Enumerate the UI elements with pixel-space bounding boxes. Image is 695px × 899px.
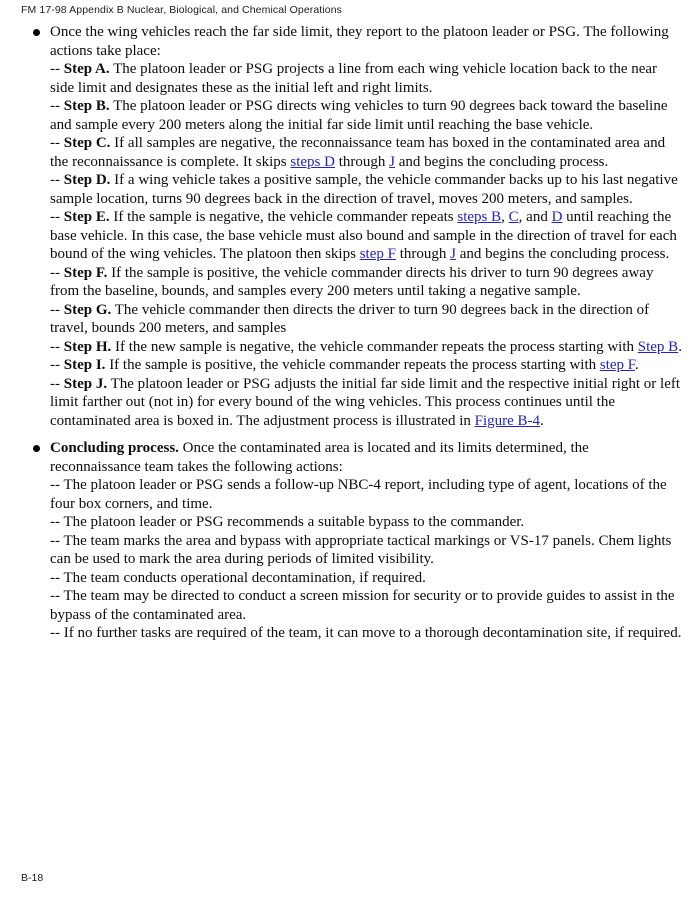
link-step-b-second[interactable]: Step B [637,338,679,355]
bold-label: Step F. [63,264,108,281]
paragraph [50,338,683,357]
link-d[interactable]: D [551,209,563,225]
text-run: The platoon leader or PSG directs wing vehicles to turn 90 degrees back toward the baseline and sample every 200 meters along the initial far side limit until reaching the base vehicle. [50,98,668,133]
paragraph [50,439,683,476]
text-run: through [334,153,390,170]
bold-label: Step H. [63,338,112,355]
paragraph [50,569,683,588]
paragraph [50,587,683,624]
text-run: and begins the concluding process. [394,153,609,170]
bullet-marker-icon [33,439,50,452]
text-run: -- [50,172,64,188]
bold-label: Step G. [63,301,112,318]
bold-label: Step E. [63,209,110,225]
paragraph [50,624,683,643]
bullet-text [50,23,683,430]
text-run: through [395,246,451,262]
page-number: B-18 [21,872,44,884]
link-steps-b[interactable]: steps B [457,209,502,225]
text-run: -- [50,209,64,225]
bold-label: Concluding process. [50,440,179,456]
paragraph [50,264,683,301]
text-run: If the sample is positive, the vehicle commander repeats the process starting with [105,357,600,373]
text-run: , and [518,209,552,225]
text-run: If the new sample is negative, the vehicle commander repeats the process starting with [111,338,638,355]
paragraph [50,134,683,171]
bold-label: Step I. [63,357,106,373]
text-run: -- [50,301,64,318]
text-run: If the sample is positive, the vehicle commander directs his driver to turn 90 degrees away from the baseline, bounds, and samples every 200 meters until taking a negative sample. [50,264,654,299]
link-steps-d[interactable]: steps D [290,153,335,170]
bold-label: Step D. [63,172,111,188]
text-run: . [678,338,682,355]
text-run: -- [50,264,64,281]
text-run: -- If no further tasks are required of the team, it can move to a thorough decontamination site, if required. [50,625,682,641]
bullet-marker-icon [33,23,50,36]
text-run: Once the wing vehicles reach the far side limit, they report to the platoon leader or PSG. The following actions take place: [50,24,669,59]
paragraph [50,356,683,375]
text-run: -- The team marks the area and bypass with appropriate tactical markings or VS-17 panels. Chem lights can be used to mark the area during periods of limited visibility. [50,532,672,567]
text-run: until reaching the base vehicle. In this case, the base vehicle must also bound and sample in the direction of travel for each bound of the wing vehicles. The platoon then skips [50,209,677,262]
link-step-f-second[interactable]: step F [599,357,635,373]
paragraph [50,476,683,513]
text-run: -- [50,98,64,114]
paragraph [50,301,683,338]
text-run: -- [50,375,64,392]
text-run: The platoon leader or PSG adjusts the initial far side limit and the respective initial right or left limit farther out (not in) for every bound of the wing vehicles. This process continues until the contaminated area is boxed in. The adjustment process is illustrated in [50,375,681,429]
bullet-item [33,439,683,643]
text-run: Once the contaminated area is located and its limits determined, the reconnaissance team takes the following actions: [50,440,589,475]
link-j-first[interactable]: J [389,153,395,170]
text-run: -- [50,61,64,77]
text-run: . [540,412,544,429]
link-j-second[interactable]: J [450,246,456,262]
link-c[interactable]: C [508,209,519,225]
text-run: -- [50,135,64,151]
bold-label: Step A. [63,61,110,77]
text-run: -- The platoon leader or PSG recommends a suitable bypass to the commander. [50,514,525,530]
paragraph [50,208,683,264]
bullet-text [50,439,683,643]
text-run: -- The platoon leader or PSG sends a follow-up NBC-4 report, including type of agent, locations of the four box corners, and time. [50,477,667,512]
page-header: FM 17-98 Appendix B Nuclear, Biological, and Chemical Operations [21,4,342,16]
paragraph [50,23,683,60]
text-run: and begins the concluding process. [455,246,670,262]
text-run: . [634,357,639,373]
bold-label: Step C. [63,135,111,151]
link-step-f-first[interactable]: step F [359,246,396,262]
bullet-list [33,23,683,643]
text-run: -- The team conducts operational decontamination, if required. [50,569,426,586]
text-run: -- [50,357,64,373]
paragraph [50,60,683,97]
text-run: If all samples are negative, the reconnaissance team has boxed in the contaminated area and the reconnaissance is complete. It skips [50,135,666,170]
text-run: -- [50,338,64,355]
text-run: , [501,209,509,225]
paragraph [50,171,683,208]
text-run: The vehicle commander then directs the driver to turn 90 degrees back in the direction of travel, bounds 200 meters, and samples [50,301,650,336]
text-run: -- The team may be directed to conduct a screen mission for security or to provide guides to assist in the bypass of the contaminated area. [50,588,675,623]
paragraph [50,532,683,569]
text-run: If a wing vehicle takes a positive sample, the vehicle commander backs up to his last negative sample location, turns 90 degrees back in the direction of travel, moves 200 meters, and samples. [50,172,678,207]
bullet-item [33,23,683,430]
paragraph [50,513,683,532]
text-run: The platoon leader or PSG projects a line from each wing vehicle location back to the near side limit and designates these as the initial left and right limits. [50,61,658,96]
paragraph [50,375,683,431]
bold-label: Step B. [63,98,110,114]
bold-label: Step J. [63,375,108,392]
link-figure-b-4[interactable]: Figure B-4 [474,412,541,429]
text-run: If the sample is negative, the vehicle commander repeats [109,209,458,225]
paragraph [50,97,683,134]
